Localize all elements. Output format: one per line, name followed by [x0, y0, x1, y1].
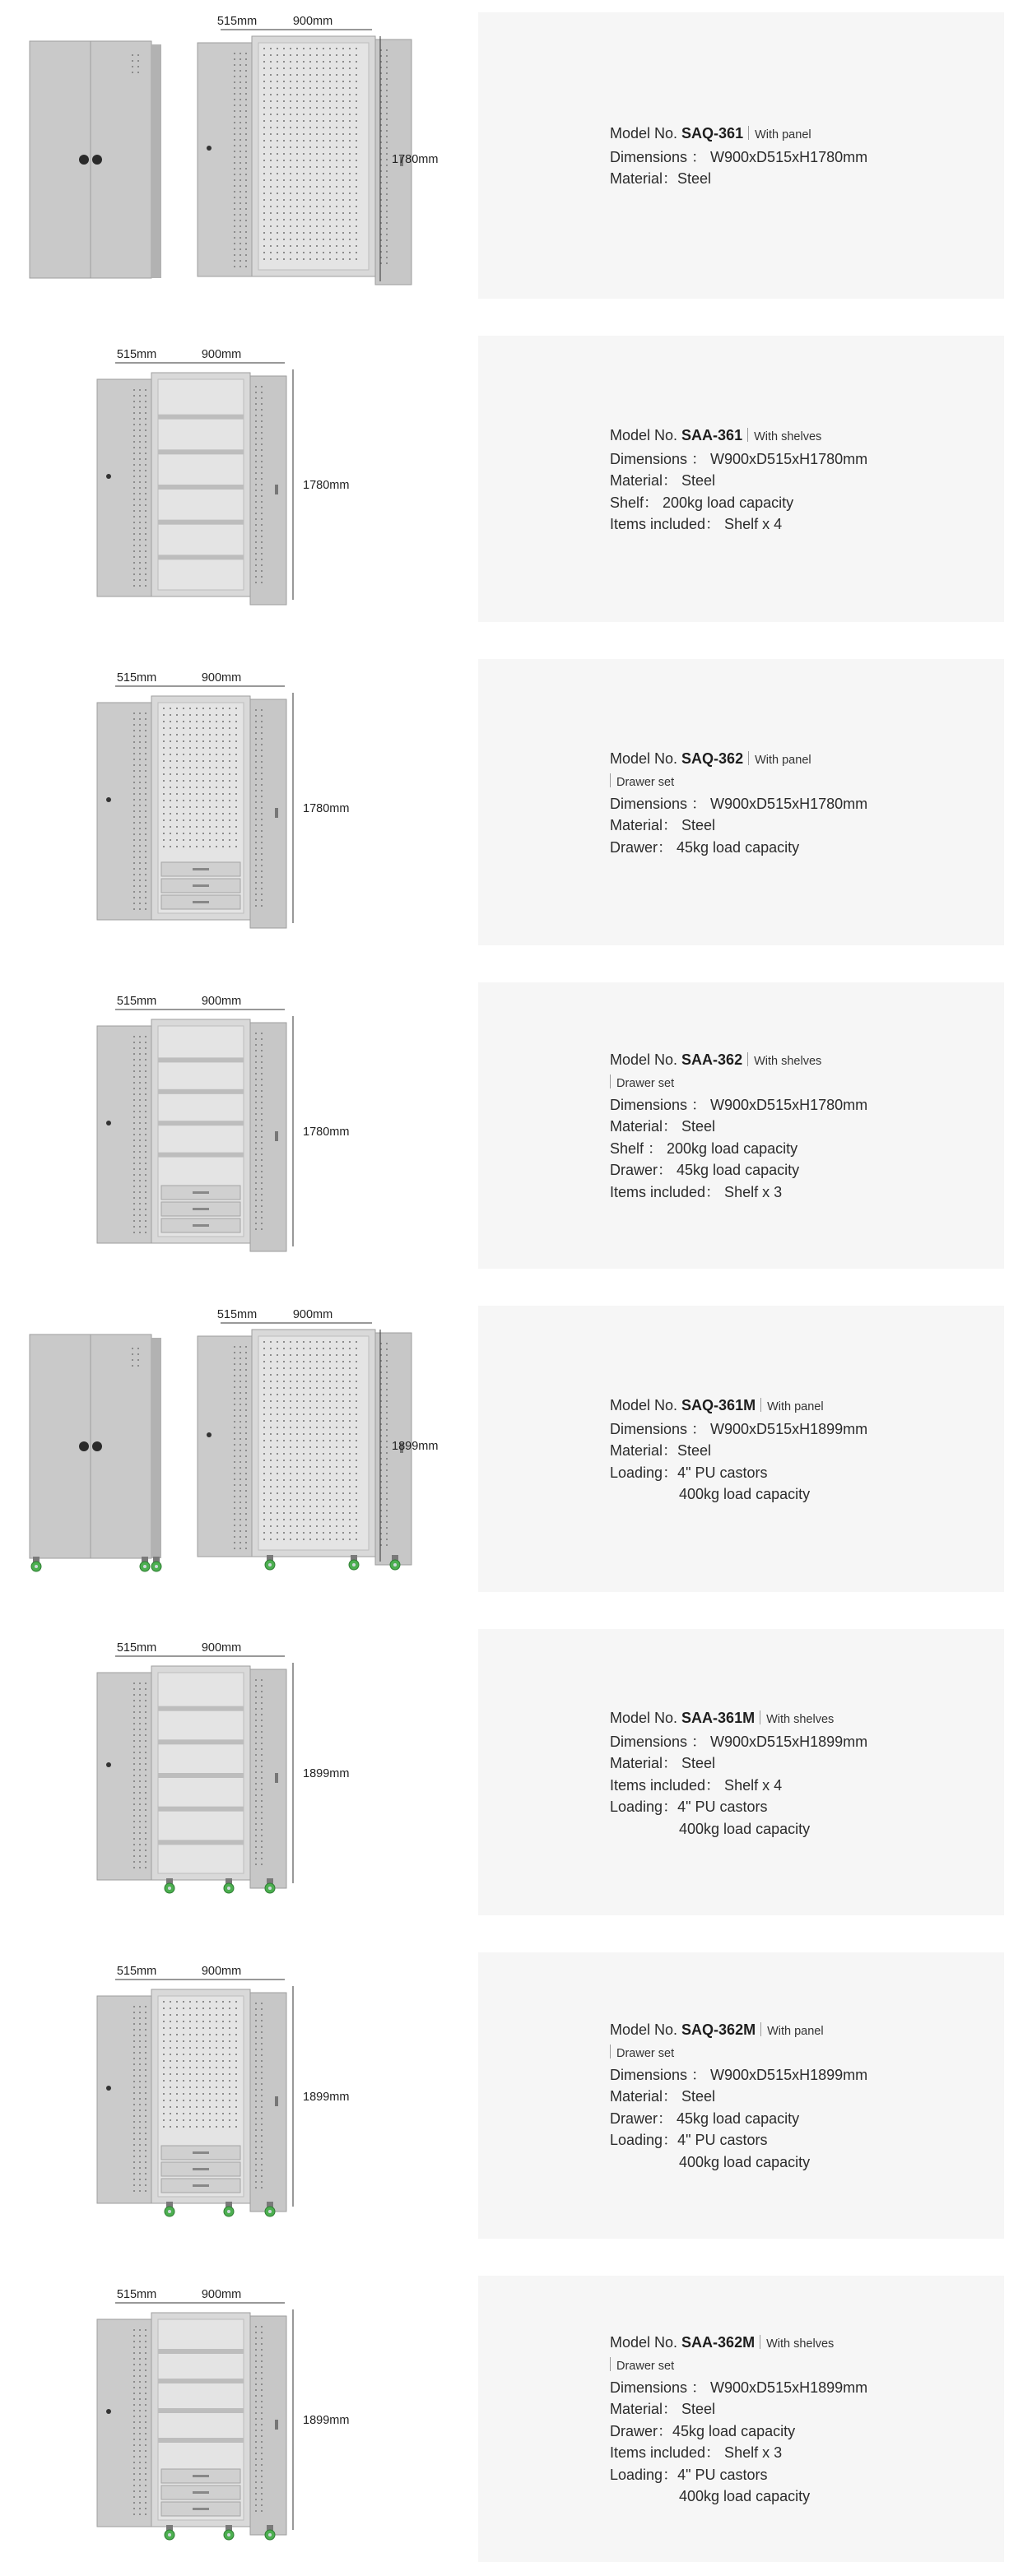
spec-list: [610, 1707, 997, 1840]
spec-line: Dimensions ： W900xD515xH1899mm: [610, 1420, 868, 1437]
spec-line: Drawer：45kg load capacity: [610, 2422, 796, 2439]
spec-panel: [478, 12, 1004, 299]
spec-panel: [478, 659, 1004, 945]
variant-label: With panel: [755, 128, 811, 142]
spec-line: Dimensions ： W900xD515xH1780mm: [610, 148, 868, 165]
model-number: SAA-361: [681, 427, 743, 443]
spec-line: Dimensions ： W900xD515xH1780mm: [610, 795, 868, 812]
height-label: 1899mm: [303, 1767, 350, 1780]
open-cabinet: [97, 696, 286, 928]
model-number: SAQ-361: [681, 125, 744, 142]
spec-list: [610, 123, 997, 190]
model-line: [610, 2332, 997, 2356]
open-cabinet: [198, 1330, 412, 1570]
spec-line: Dimensions ： W900xD515xH1780mm: [610, 450, 868, 467]
variant-text: Drawer set: [616, 2046, 675, 2060]
spec-line: Material： Steel: [610, 1118, 716, 1135]
variant-label-secondary: [610, 2356, 997, 2377]
width-label: 900mm: [201, 1641, 242, 1655]
model-number: SAA-362M: [681, 2334, 756, 2351]
spec-line-continued: 400kg load capacity: [679, 2153, 811, 2170]
height-label: 1899mm: [303, 2414, 350, 2427]
model-prefix: Model No.: [610, 125, 682, 142]
spec-line: Loading：4" PU castors: [610, 1799, 768, 1815]
product-illustration: [0, 647, 469, 935]
model-line: [610, 425, 997, 448]
product-illustration: [0, 1617, 469, 1905]
closed-cabinet: [30, 1334, 161, 1571]
variant-label: With panel: [755, 754, 811, 767]
spec-panel: [478, 2276, 1004, 2562]
depth-label: 515mm: [116, 1965, 157, 1978]
model-prefix: Model No.: [610, 2334, 682, 2351]
model-line: [610, 1395, 997, 1418]
separator: [748, 126, 749, 140]
open-cabinet: [97, 1019, 286, 1251]
model-prefix: Model No.: [610, 2021, 682, 2038]
separator: [760, 1398, 761, 1412]
spec-line: Material： Steel: [610, 2088, 716, 2105]
spec-list: [610, 748, 997, 858]
variant-text: Drawer set: [616, 1076, 675, 1090]
open-cabinet: [97, 2313, 286, 2540]
spec-line: Items included： Shelf x 4: [610, 516, 783, 532]
variant-label-secondary: [610, 1073, 997, 1094]
model-number: SAQ-362: [681, 750, 744, 767]
spec-panel: [478, 1952, 1004, 2239]
variant-text: Drawer set: [616, 2359, 675, 2373]
open-cabinet: [97, 1666, 286, 1893]
height-label: 1780mm: [392, 153, 439, 166]
model-prefix: Model No.: [610, 1710, 682, 1726]
height-label: 1780mm: [303, 1126, 350, 1139]
product-row: [0, 2263, 1023, 2551]
height-label: 1780mm: [303, 479, 350, 492]
model-prefix: Model No.: [610, 1397, 682, 1413]
width-label: 900mm: [201, 2288, 242, 2301]
spec-line: Material：Steel: [610, 170, 712, 187]
spec-line: Drawer： 45kg load capacity: [610, 2110, 800, 2127]
model-prefix: Model No.: [610, 427, 682, 443]
variant-label-secondary: [610, 2043, 997, 2064]
model-line: [610, 1049, 997, 1073]
spec-list: [610, 1395, 997, 1506]
product-row: [0, 1617, 1023, 1905]
spec-line-continued: 400kg load capacity: [679, 1820, 811, 1837]
separator: [747, 428, 748, 442]
depth-label: 515mm: [216, 1308, 258, 1321]
product-illustration: [0, 0, 469, 288]
product-illustration: [0, 323, 469, 611]
product-row: [0, 323, 1023, 611]
depth-label: 515mm: [116, 1641, 157, 1655]
spec-line: Material： Steel: [610, 472, 716, 489]
spec-panel: [478, 1306, 1004, 1592]
model-number: SAA-361M: [681, 1710, 756, 1726]
spec-line: Items included： Shelf x 3: [610, 1183, 783, 1200]
model-prefix: Model No.: [610, 1051, 682, 1068]
open-cabinet: [97, 373, 286, 605]
variant-label: With shelves: [754, 1055, 822, 1068]
width-label: 900mm: [201, 348, 242, 361]
spec-line: Dimensions ： W900xD515xH1780mm: [610, 1096, 868, 1113]
spec-panel: [478, 982, 1004, 1269]
width-label: 900mm: [201, 995, 242, 1008]
spec-panel: [478, 336, 1004, 622]
spec-panel: [478, 1629, 1004, 1915]
width-label: 900mm: [292, 1308, 333, 1321]
spec-line: Material： Steel: [610, 1755, 716, 1771]
depth-label: 515mm: [216, 15, 258, 28]
product-illustration: [0, 1293, 469, 1581]
spec-line: Dimensions ： W900xD515xH1899mm: [610, 1733, 868, 1750]
spec-list: [610, 1049, 997, 1203]
spec-line-continued: 400kg load capacity: [679, 2488, 811, 2504]
model-line: [610, 748, 997, 772]
variant-label: With panel: [767, 1400, 824, 1413]
model-number: SAQ-361M: [681, 1397, 756, 1413]
model-prefix: Model No.: [610, 750, 682, 767]
spec-list: [610, 2332, 997, 2508]
spec-line: Drawer： 45kg load capacity: [610, 838, 800, 856]
model-line: [610, 1707, 997, 1731]
product-illustration: [0, 1940, 469, 2228]
product-row: [0, 1293, 1023, 1581]
model-line: [610, 2019, 997, 2043]
variant-text: Drawer set: [616, 775, 675, 789]
separator: [610, 2357, 611, 2371]
closed-cabinet: [30, 41, 161, 278]
spec-line: Shelf： 200kg load capacity: [610, 494, 794, 511]
spec-line: Shelf ： 200kg load capacity: [610, 1139, 798, 1157]
separator: [748, 751, 749, 765]
product-row: [0, 647, 1023, 935]
width-label: 900mm: [201, 671, 242, 685]
height-label: 1899mm: [303, 2091, 350, 2104]
model-number: SAA-362: [681, 1051, 743, 1068]
depth-label: 515mm: [116, 995, 157, 1008]
spec-line: Items included： Shelf x 3: [610, 2444, 783, 2461]
product-row: [0, 0, 1023, 288]
spec-line: Dimensions ： W900xD515xH1899mm: [610, 2379, 868, 2396]
variant-label: With shelves: [766, 2337, 835, 2351]
height-label: 1899mm: [392, 1440, 439, 1453]
spec-line: Loading：4" PU castors: [610, 1464, 768, 1481]
variant-label-secondary: [610, 772, 997, 793]
separator: [610, 2045, 611, 2058]
spec-line: Material： Steel: [610, 817, 716, 833]
depth-label: 515mm: [116, 671, 157, 685]
product-illustration: [0, 2263, 469, 2551]
open-cabinet: [97, 1989, 286, 2216]
model-number: SAQ-362M: [681, 2021, 756, 2038]
spec-line: Loading：4" PU castors: [610, 2132, 768, 2148]
open-cabinet: [198, 36, 412, 285]
separator: [610, 1074, 611, 1088]
depth-label: 515mm: [116, 2288, 157, 2301]
spec-line: Dimensions ： W900xD515xH1899mm: [610, 2066, 868, 2083]
spec-line: Drawer： 45kg load capacity: [610, 1162, 800, 1178]
spec-list: [610, 2019, 997, 2173]
depth-label: 515mm: [116, 348, 157, 361]
height-label: 1780mm: [303, 802, 350, 815]
spec-line: Loading：4" PU castors: [610, 2466, 768, 2483]
separator: [747, 1052, 748, 1066]
width-label: 900mm: [201, 1965, 242, 1978]
variant-label: With shelves: [766, 1713, 835, 1726]
spec-list: [610, 425, 997, 536]
product-row: [0, 970, 1023, 1258]
variant-label: With panel: [767, 2025, 824, 2038]
spec-line: Material：Steel: [610, 1442, 712, 1459]
width-label: 900mm: [292, 15, 333, 28]
spec-line: Items included： Shelf x 4: [610, 1776, 783, 1794]
spec-line-continued: 400kg load capacity: [679, 1486, 811, 1502]
product-illustration: [0, 970, 469, 1258]
separator: [610, 773, 611, 787]
product-row: [0, 1940, 1023, 2228]
separator: [760, 2022, 761, 2036]
model-line: [610, 123, 997, 146]
spec-line: Material： Steel: [610, 2401, 716, 2417]
variant-label: With shelves: [754, 430, 822, 443]
